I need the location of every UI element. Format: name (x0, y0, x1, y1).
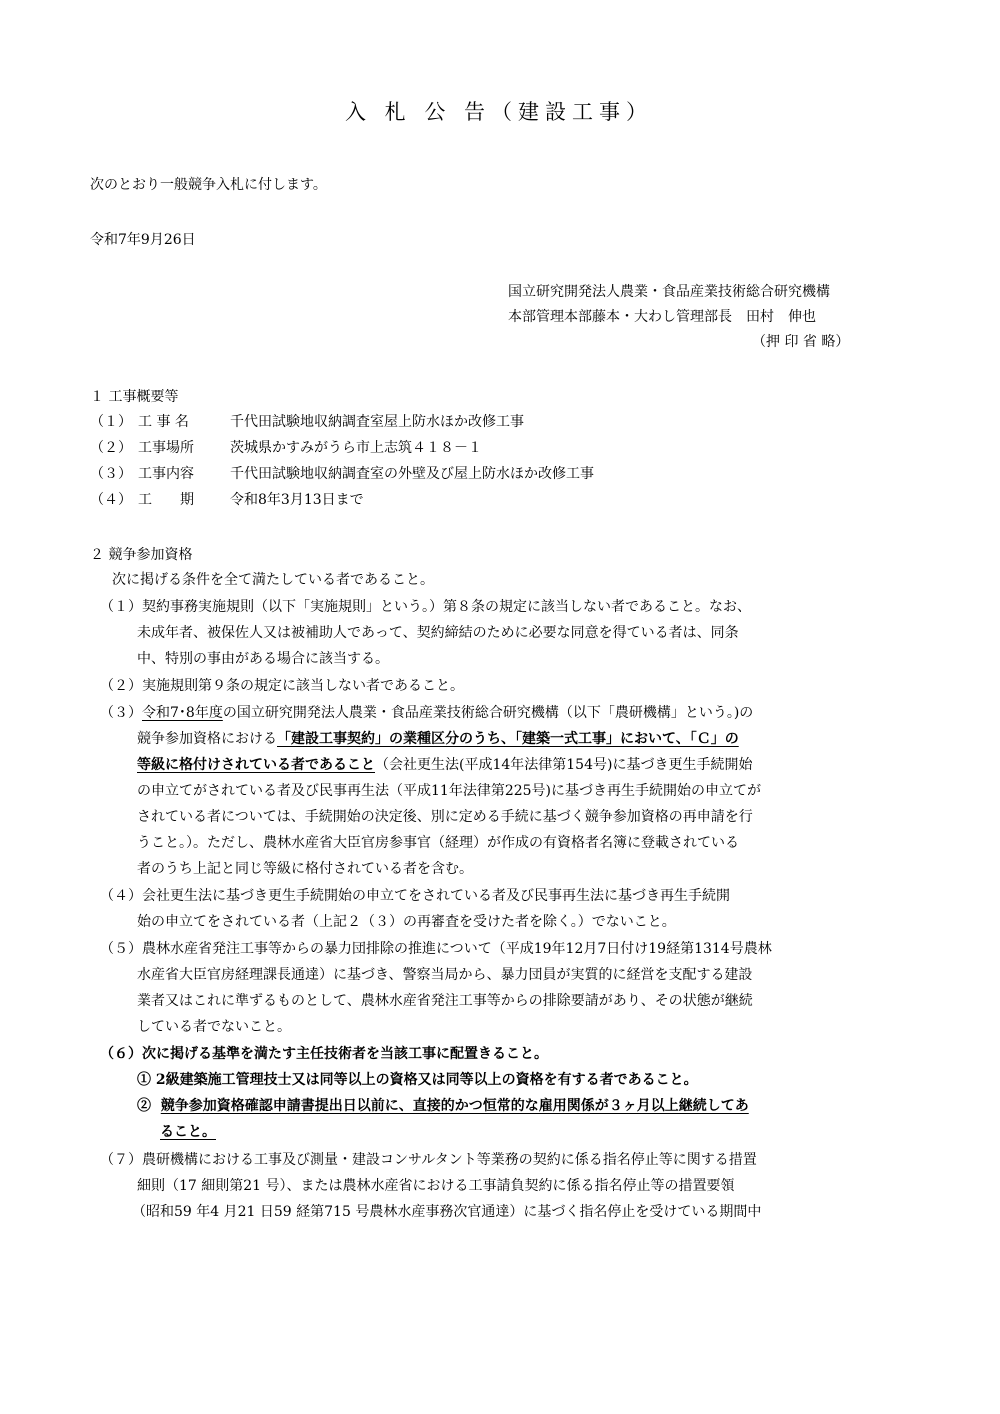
item-line (137, 729, 739, 749)
item-line: 業者又はこれに準ずるものとして、農林水産省発注工事等からの排除要請があり、その状態が継続 (137, 993, 753, 1009)
item-line: （７）農研機構における工事及び測量・建設コンサルタント等業務の契約に係る指名停止等に関する措置 (100, 1152, 757, 1168)
item-line: 者のうち上記と同じ等級に格付されている者を含む。 (137, 861, 473, 877)
item-line: （昭和59 年4 月21 日59 経第715 号農林水産事務次官通達）に基づく指名停止を受けている期間中 (132, 1204, 762, 1220)
item-line: うこと。）。ただし、農林水産省大臣官房参事官（経理）が作成の有資格者名簿に登載されている (137, 835, 739, 851)
fiscal-year-highlight: 令和7･8年度 (142, 705, 223, 721)
item-value: 茨城県かすみがうら市上志筑４１８－１ (230, 440, 482, 456)
item-line: （１）契約事務実施規則（以下「実施規則」という。）第８条の規定に該当しない者であること。なお、 (100, 599, 751, 615)
item-line: （６）次に掲げる基準を満たす主任技術者を当該工事に配置きること。 (100, 1046, 548, 1062)
section-2-lead: 次に掲げる条件を全て満たしている者であること。 (112, 572, 434, 588)
item-number: （３） (90, 466, 132, 482)
section-1-heading: １ 工事概要等 (90, 389, 179, 405)
intro-text: 次のとおり一般競争入札に付します。 (90, 177, 327, 193)
item-line (137, 755, 752, 775)
item-line: （５）農林水産省発注工事等からの暴力団排除の推進について（平成19年12月7日付け19経第1314号農林 (100, 941, 772, 957)
notice-date: 令和7年9月26日 (90, 232, 196, 248)
item-value: 千代田試験地収納調査室の外壁及び屋上防水ほか改修工事 (230, 466, 594, 482)
category-highlight: 「建設工事契約」の業種区分のうち、「建築一式工事」において、「Ｃ」の (277, 731, 739, 747)
employment-requirement (137, 1096, 749, 1116)
item-line: 細則（17 細則第21 号）、または農林水産省における工事請負契約に係る指名停止等の措置要領 (137, 1178, 735, 1194)
item-value: 令和8年3月13日まで (230, 492, 364, 508)
item-text: の国立研究開発法人農業・食品産業技術総合研究機構（以下「農研機構」という。)の (222, 705, 754, 721)
item-label: 工事場所 (138, 440, 194, 456)
item-line (100, 703, 753, 723)
issuer-person: 本部管理本部藤本・大わし管理部長 田村 伸也 (508, 309, 816, 325)
seal-omitted-note: （押 印 省 略） (752, 334, 850, 350)
item-text: （会社更生法(平成14年法律第154号)に基づき更生手続開始 (375, 757, 753, 773)
item-label: 工事内容 (138, 466, 194, 482)
issuer-org: 国立研究開発法人農業・食品産業技術総合研究機構 (508, 284, 830, 300)
employment-requirement-continued: ること。 (160, 1124, 216, 1140)
item-line: （４）会社更生法に基づき更生手続開始の申立てをされている者及び民事再生法に基づき再生手続開 (100, 888, 730, 904)
item-line: 中、特別の事由がある場合に該当する。 (137, 651, 389, 667)
item-number: （４） (90, 492, 132, 508)
eligibility-item-2: （２）実施規則第９条の規定に該当しない者であること。 (100, 678, 464, 694)
item-number: （１） (90, 414, 132, 430)
item-line: されている者については、手続開始の決定後、別に定める手続に基づく競争参加資格の再申請を行 (137, 809, 753, 825)
sub-item-number: ② (137, 1098, 151, 1114)
item-number: （３） (100, 705, 142, 721)
section-2-heading: ２ 競争参加資格 (90, 547, 193, 563)
item-label: 工 期 (138, 492, 194, 508)
item-number: （２） (90, 440, 132, 456)
item-value: 千代田試験地収納調査室屋上防水ほか改修工事 (230, 414, 524, 430)
item-line: 始の申立てをされている者（上記２（３）の再審査を受けた者を除く。）でないこと。 (137, 914, 676, 930)
item-line: 未成年者、被保佐人又は被補助人であって、契約締結のために必要な同意を得ている者は、同条 (137, 625, 739, 641)
employment-requirement-text: 競争参加資格確認申請書提出日以前に、直接的かつ恒常的な雇用関係が３ヶ月以上継続してあ (160, 1098, 749, 1114)
item-text: 競争参加資格における (137, 731, 277, 747)
qualification-requirement: ① 2級建築施工管理技士又は同等以上の資格又は同等以上の資格を有する者であること。 (137, 1072, 698, 1088)
page-title: 入 札 公 告（建設工事） (345, 100, 654, 124)
grade-highlight: 等級に格付けされている者であること (137, 757, 375, 773)
item-label: 工 事 名 (138, 414, 189, 430)
item-line: している者でないこと。 (137, 1019, 291, 1035)
item-line: の申立てがされている者及び民事再生法（平成11年法律第225号)に基づき再生手続開始の申立てが (137, 783, 761, 799)
item-line: 水産省大臣官房経理課長通達）に基づき、警察当局から、暴力団員が実質的に経営を支配する建設 (137, 967, 753, 983)
